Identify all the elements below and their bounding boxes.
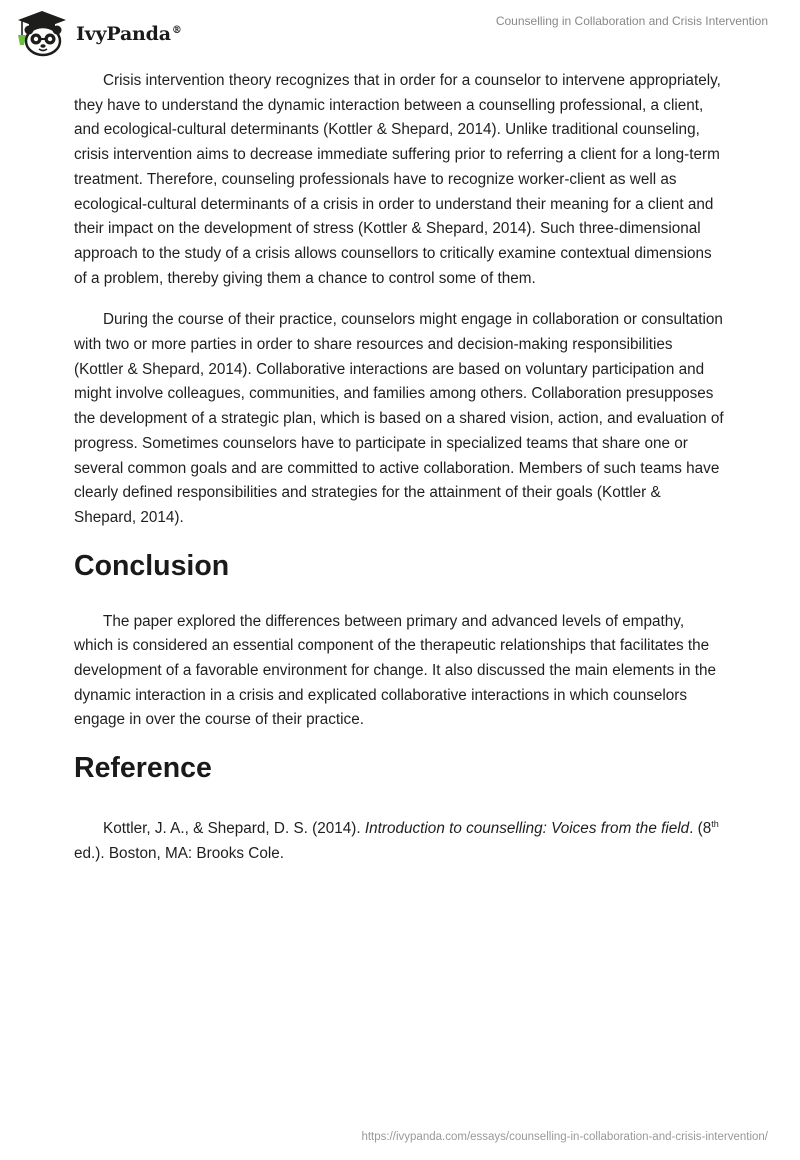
- reference-authors: Kottler, J. A., & Shepard, D. S. (2014).: [103, 820, 365, 838]
- reference-title: Introduction to counselling: Voices from the field: [364, 820, 690, 838]
- page-header: [0, 0, 800, 60]
- conclusion-heading: Conclusion: [74, 549, 230, 582]
- brand-name: IvyPanda®: [76, 23, 182, 45]
- reference-heading: Reference: [74, 752, 212, 785]
- body-paragraph-1: Crisis intervention theory recognizes that in order for a counselor to intervene appropriately, they have to understand the dynamic interaction between a counselling professional, a client, and ecological-cultural determinants (Kottler & Shepard, 2014). Unlike traditional counseling, crisis intervention aims to decrease immediate suffering prior to referring a client for a long-term treatment. Therefore, counseling professionals have to recognize worker-client as well as ecological-cultural determinants of a crisis in order to understand their meaning for a client and their impact on the development of stress (Kottler & Shepard, 2014). Such three-dimensional approach to the study of a crisis allows counsellors to critically examine contextual dimensions of a problem, thereby giving them a chance to control some of them.: [74, 72, 721, 287]
- body-paragraph-2: During the course of their practice, counselors might engage in collaboration or consultation with two or more parties in order to share resources and decision-making responsibilities (Kottler & Shepard, 2014). Collaborative interactions are based on voluntary participation and might involve colleagues, communities, and families among others. Collaboration presupposes the development of a strategic plan, which is based on a shared vision, action, and evaluation of progress. Sometimes counselors have to participate in specialized teams that share one or several common goals and are committed to active collaboration. Members of such teams have clearly defined responsibilities and strategies for the attainment of their goals (Kottler & Shepard, 2014).: [74, 311, 724, 526]
- essay-content: [74, 69, 726, 884]
- panda-graduate-icon: [14, 9, 70, 57]
- brand-logo[interactable]: [14, 9, 182, 57]
- reference-entry: Kottler, J. A., & Shepard, D. S. (2014). Introduction to counselling: Voices from the field. (8th ed.). Boston, MA: Brooks Cole.: [74, 819, 719, 862]
- conclusion-paragraph: The paper explored the differences between primary and advanced levels of empathy, which is considered an essential component of the therapeutic relationships that facilitates the development of a favorable environment for change. It also discussed the main elements in the dynamic interaction in a crisis and explicated collaborative interactions in which counselors engage in over the course of their practice.: [74, 612, 716, 729]
- running-title: Counselling in Collaboration and Crisis Intervention: [495, 14, 768, 28]
- source-url[interactable]: https://ivypanda.com/essays/counselling-in-collaboration-and-crisis-intervention/: [361, 1131, 768, 1143]
